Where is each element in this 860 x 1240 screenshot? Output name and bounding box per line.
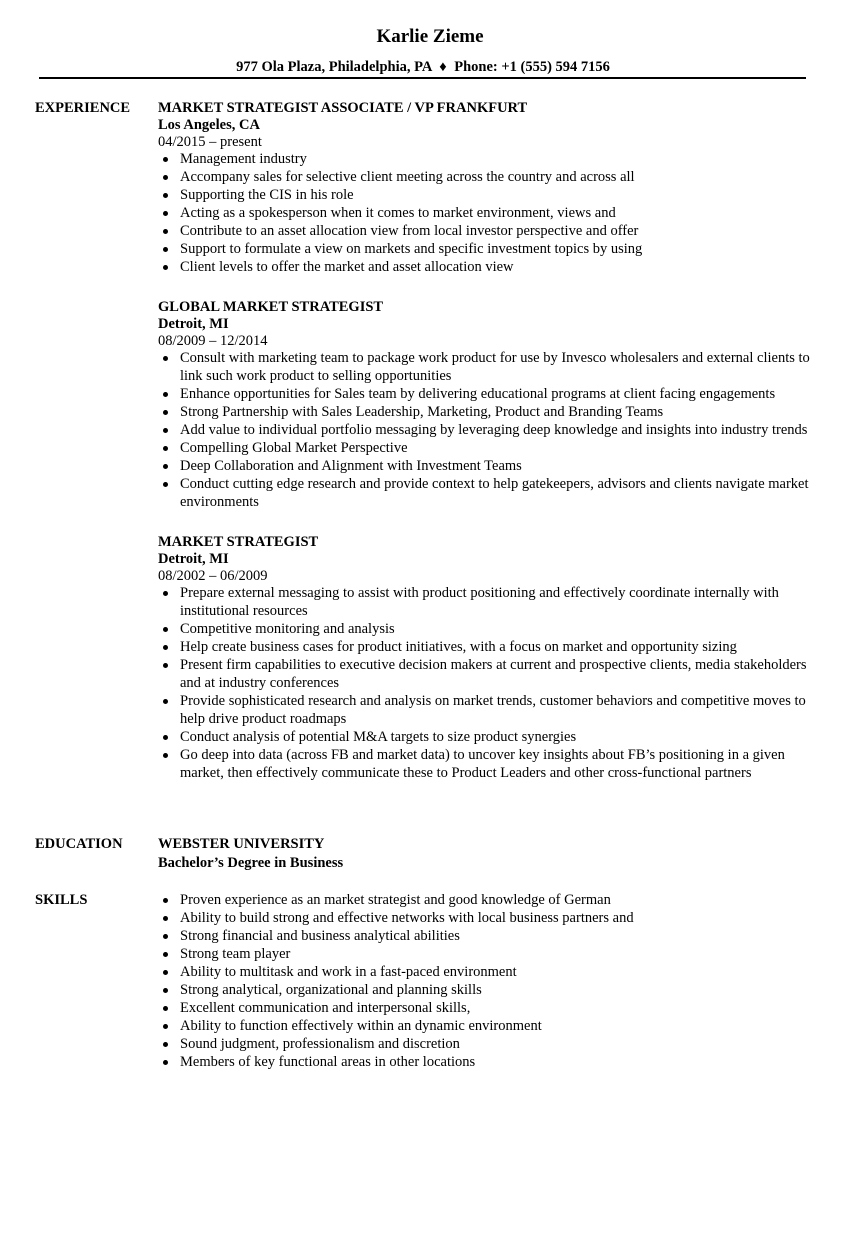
bullet-item: Help create business cases for product initiatives, with a focus on market and opportunity sizing (158, 638, 818, 656)
job-dates: 04/2015 – present (158, 134, 262, 150)
address: 977 Ola Plaza, Philadelphia, PA (236, 59, 432, 75)
section-label-experience: EXPERIENCE (35, 100, 131, 116)
job-title: MARKET STRATEGIST ASSOCIATE / VP FRANKFURT (158, 100, 528, 116)
skills-list (158, 891, 818, 1071)
job-bullets (158, 584, 818, 782)
bullet-item: Management industry (158, 150, 818, 168)
skill-item: Ability to function effectively within an dynamic environment (158, 1017, 818, 1035)
job-dates: 08/2002 – 06/2009 (158, 568, 268, 584)
bullet-item: Support to formulate a view on markets and specific investment topics by using (158, 240, 818, 258)
bullet-item: Strong Partnership with Sales Leadership, Marketing, Product and Branding Teams (158, 403, 818, 421)
bullet-item: Consult with marketing team to package work product for use by Invesco wholesalers and external clients to link such work product to selling opportunities (158, 349, 818, 385)
job-location: Los Angeles, CA (158, 117, 260, 133)
job-entry (158, 298, 818, 511)
bullet-item: Add value to individual portfolio messaging by leveraging deep knowledge and insights into industry trends (158, 421, 818, 439)
section-label-education: EDUCATION (35, 836, 123, 852)
phone: Phone: +1 (555) 594 7156 (454, 59, 610, 75)
bullet-item: Prepare external messaging to assist with product positioning and effectively coordinate internally with institutional resources (158, 584, 818, 620)
job-location: Detroit, MI (158, 551, 229, 567)
job-bullets (158, 150, 818, 276)
job-title: GLOBAL MARKET STRATEGIST (158, 299, 384, 315)
experience-body (158, 99, 818, 804)
bullet-item: Provide sophisticated research and analysis on market trends, customer behaviors and competitive moves to help drive product roadmaps (158, 692, 818, 728)
bullet-item: Accompany sales for selective client meeting across the country and across all (158, 168, 818, 186)
skill-item: Strong analytical, organizational and planning skills (158, 981, 818, 999)
skill-item: Ability to build strong and effective networks with local business partners and (158, 909, 818, 927)
job-title: MARKET STRATEGIST (158, 534, 319, 550)
skill-item: Proven experience as an market strategist and good knowledge of German (158, 891, 818, 909)
job-entry (158, 99, 818, 276)
contact-line (0, 58, 846, 76)
job-dates: 08/2009 – 12/2014 (158, 333, 268, 349)
bullet-item: Competitive monitoring and analysis (158, 620, 818, 638)
candidate-name: Karlie Zieme (376, 26, 484, 47)
skill-item: Sound judgment, professionalism and discretion (158, 1035, 818, 1053)
degree: Bachelor’s Degree in Business (158, 855, 344, 871)
skill-item: Strong team player (158, 945, 818, 963)
education-body (158, 835, 818, 873)
job-bullets (158, 349, 818, 511)
job-location: Detroit, MI (158, 316, 229, 332)
skill-item: Ability to multitask and work in a fast-paced environment (158, 963, 818, 981)
skill-item: Strong financial and business analytical abilities (158, 927, 818, 945)
job-entry (158, 533, 818, 782)
diamond-separator-icon: ♦ (439, 59, 447, 75)
bullet-item: Client levels to offer the market and asset allocation view (158, 258, 818, 276)
skill-item: Excellent communication and interpersonal skills, (158, 999, 818, 1017)
bullet-item: Conduct analysis of potential M&A targets to size product synergies (158, 728, 818, 746)
bullet-item: Present firm capabilities to executive decision makers at current and prospective clients, media stakeholders and at industry conferences (158, 656, 818, 692)
skills-body (158, 891, 818, 1071)
bullet-item: Compelling Global Market Perspective (158, 439, 818, 457)
bullet-item: Go deep into data (across FB and market data) to uncover key insights about FB’s positioning in a given market, then effectively communicate these to Product Leaders and other cross-functional partners (158, 746, 818, 782)
bullet-item: Conduct cutting edge research and provide context to help gatekeepers, advisors and clients navigate market environments (158, 475, 818, 511)
school-name: WEBSTER UNIVERSITY (158, 836, 325, 852)
bullet-item: Contribute to an asset allocation view from local investor perspective and offer (158, 222, 818, 240)
bullet-item: Enhance opportunities for Sales team by delivering educational programs at client facing engagements (158, 385, 818, 403)
section-label-skills: SKILLS (35, 892, 88, 908)
bullet-item: Supporting the CIS in his role (158, 186, 818, 204)
bullet-item: Acting as a spokesperson when it comes to market environment, views and (158, 204, 818, 222)
header-divider (39, 77, 806, 79)
skill-item: Members of key functional areas in other locations (158, 1053, 818, 1071)
bullet-item: Deep Collaboration and Alignment with Investment Teams (158, 457, 818, 475)
